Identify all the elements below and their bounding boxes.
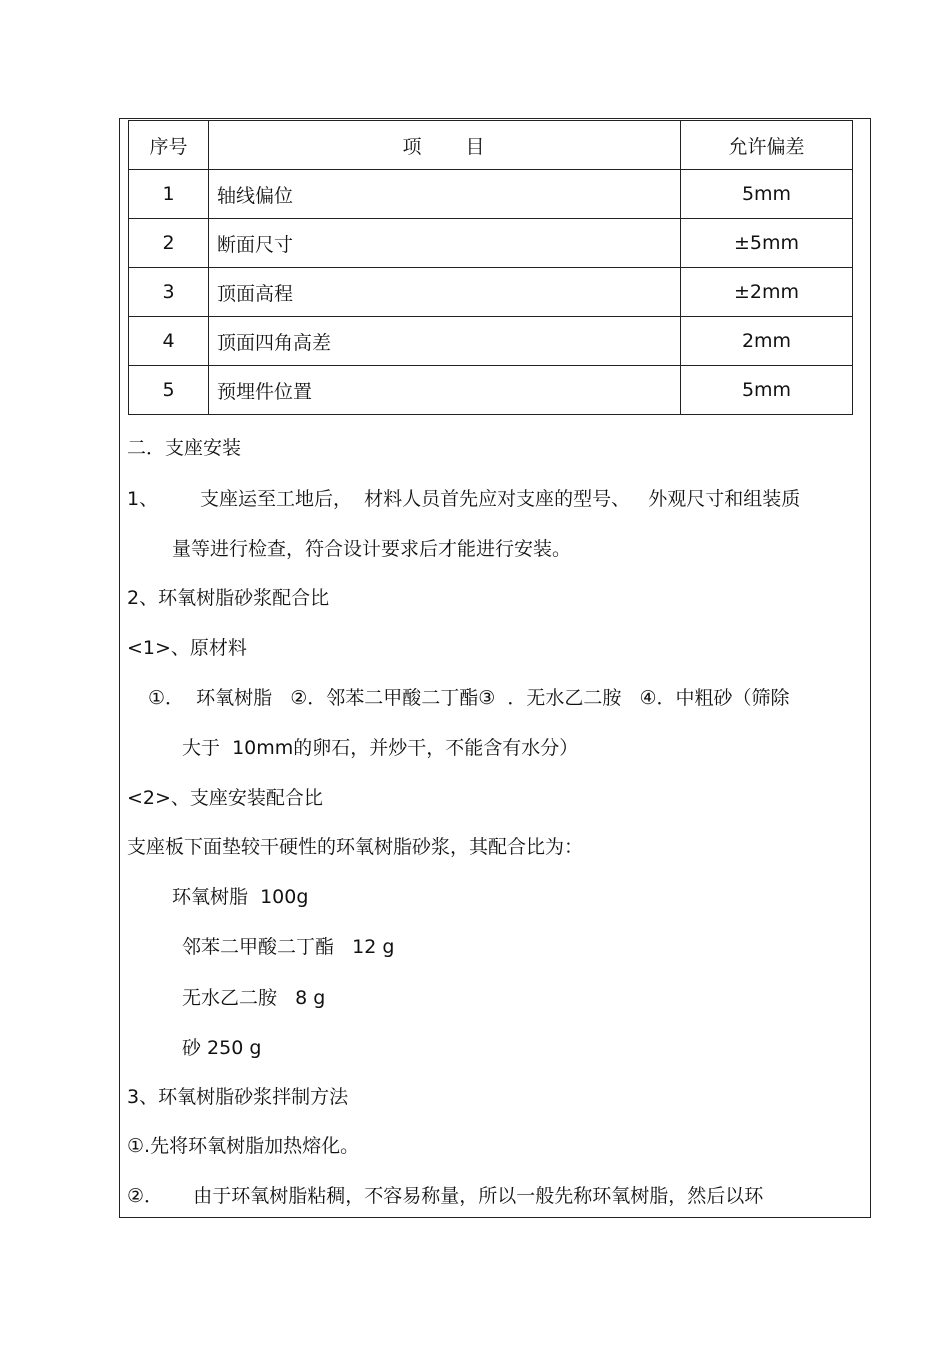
paragraph-1-continued: 量等进行检查，符合设计要求后才能进行安装。 bbox=[172, 538, 572, 560]
row-no: 4 bbox=[129, 317, 209, 366]
paragraph-1-text: 支座运至工地后， 材料人员首先应对支座的型号、 外观尺寸和组装质 bbox=[200, 488, 801, 510]
paragraph-3-heading: 3、环氧树脂砂浆拌制方法 bbox=[127, 1086, 349, 1108]
row-tolerance: 5mm bbox=[681, 170, 853, 219]
row-no: 5 bbox=[129, 366, 209, 415]
row-no: 2 bbox=[129, 219, 209, 268]
row-item: 顶面高程 bbox=[209, 268, 681, 317]
row-item: 轴线偏位 bbox=[209, 170, 681, 219]
header-no: 序号 bbox=[129, 121, 209, 170]
row-no: 1 bbox=[129, 170, 209, 219]
table-row bbox=[129, 366, 853, 415]
mix-item: 邻苯二甲酸二丁酯 12 g bbox=[182, 936, 395, 958]
row-tolerance: 2mm bbox=[681, 317, 853, 366]
mix-item: 无水乙二胺 8 g bbox=[182, 987, 326, 1009]
mix-item: 环氧树脂 100g bbox=[172, 886, 309, 908]
mix-intro: 支座板下面垫较干硬性的环氧树脂砂浆，其配合比为： bbox=[127, 836, 584, 858]
paragraph-2-heading: 2、环氧树脂砂浆配合比 bbox=[127, 587, 330, 609]
subheading-mix-ratio: <2>、支座安装配合比 bbox=[127, 787, 323, 809]
row-tolerance: 5mm bbox=[681, 366, 853, 415]
materials-list-continued: 大于 10mm的卵石，并炒干，不能含有水分） bbox=[182, 737, 579, 759]
table-header-row bbox=[129, 121, 853, 170]
row-tolerance: ±5mm bbox=[681, 219, 853, 268]
subheading-raw-materials: <1>、原材料 bbox=[127, 637, 247, 659]
paragraph-1-number: 1、 bbox=[127, 488, 159, 510]
row-item: 预埋件位置 bbox=[209, 366, 681, 415]
materials-list: ①． 环氧树脂 ②．邻苯二甲酸二丁酯③ ．无水乙二胺 ④．中粗砂（筛除 bbox=[148, 687, 790, 709]
table-row bbox=[129, 219, 853, 268]
row-item: 顶面四角高差 bbox=[209, 317, 681, 366]
tolerance-table bbox=[128, 120, 853, 415]
section-title: 二．支座安装 bbox=[127, 437, 242, 459]
step-1: ①.先将环氧树脂加热熔化。 bbox=[127, 1135, 360, 1157]
step-2: ②． 由于环氧树脂粘稠，不容易称量，所以一般先称环氧树脂，然后以环 bbox=[127, 1185, 764, 1207]
row-no: 3 bbox=[129, 268, 209, 317]
table-row bbox=[129, 317, 853, 366]
table-row bbox=[129, 268, 853, 317]
row-tolerance: ±2mm bbox=[681, 268, 853, 317]
row-item: 断面尺寸 bbox=[209, 219, 681, 268]
table-row bbox=[129, 170, 853, 219]
header-tolerance: 允许偏差 bbox=[681, 121, 853, 170]
mix-item: 砂 250 g bbox=[182, 1037, 262, 1059]
header-item: 项 目 bbox=[209, 121, 681, 170]
